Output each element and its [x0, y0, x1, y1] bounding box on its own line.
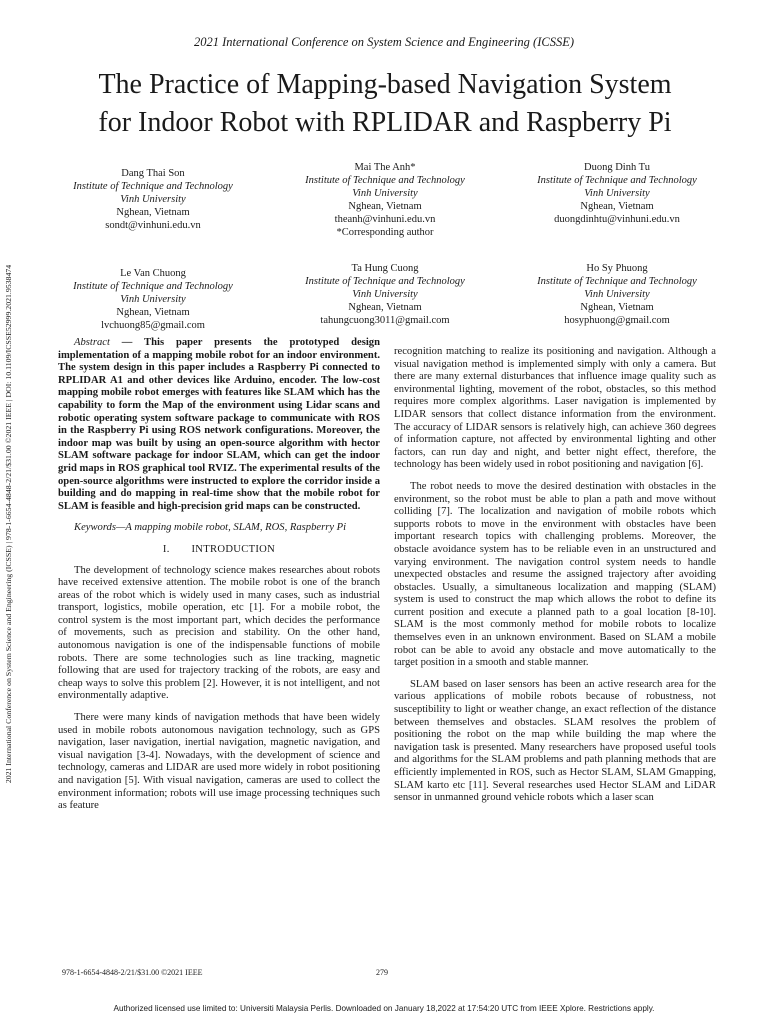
page-number: 279	[376, 968, 388, 977]
author-name: Le Van Chuong	[120, 268, 186, 279]
keywords: Keywords—A mapping mobile robot, SLAM, ROS, Raspberry Pi	[74, 522, 347, 534]
author-university: Vinh University	[352, 289, 418, 300]
title-line-2: for Indoor Robot with RPLIDAR and Raspberry Pi	[98, 107, 672, 138]
author-affiliation: Institute of Technique and Technology	[537, 175, 697, 186]
conference-header: 2021 International Conference on System Science and Engineering (ICSSE)	[194, 35, 574, 49]
author-name: Duong Dinh Tu	[584, 162, 650, 173]
author-location: Nghean, Vietnam	[580, 302, 654, 313]
abstract-text: — This paper presents the prototyped design implementation of a mapping mobile robot for an indoor environment. The system design in this paper includes a Raspberry Pi connected to RPLIDAR A1 and other devices like Arduino, encoder. The low-cost mapping mobile robot emerges with features like SLAM which has the capability to form the Map of the environment using Lidar scans and robotic operating system software package to communicate with ROS in the Raspberry Pi using ROS network configurations. Moreover, the indoor map was built by using an open-source algorithm with hector SLAM software package for indoor SLAM, which can get the indoor grid maps in ROS graphical tool RVIZ. The experimental results of the open-source algorithms were instructed to explore the corridor inside a building and do mapping in real-time show that the mobile robot for SLAM is feasible and high-precision grid maps can be constructed.	[58, 337, 380, 512]
author-affiliation: Institute of Technique and Technology	[537, 276, 697, 287]
author-affiliation: Institute of Technique and Technology	[73, 281, 233, 292]
author-email[interactable]: sondt@vinhuni.edu.vn	[105, 220, 201, 231]
paragraph: The development of technology science makes researches about robots have received extensive attention. The mobile robot is one of the branch areas of the robot which is widely used in many cases, such as industrial transport, logistics, mobile operation, etc [1]. For a mobile robot, the control system is the most important part, which decides the performance of movements, such as precision and stability. On the other hand, autonomous navigation is one of the indispensable functions of mobile robots. There are some technologies such as line tracking, magnetic following that are used for trajectory tracking of the robots, are easy and cheap ways to solve this problem [2]. However, it is not intelligent, and not environmentally adaptive.	[58, 564, 380, 702]
author-block-2	[270, 161, 500, 239]
author-location: Nghean, Vietnam	[348, 302, 422, 313]
author-name: Dang Thai Son	[121, 168, 185, 179]
footer-isbn: 978-1-6654-4848-2/21/$31.00 ©2021 IEEE	[62, 968, 203, 977]
abstract	[58, 337, 380, 513]
author-location: Nghean, Vietnam	[116, 307, 190, 318]
author-email[interactable]: theanh@vinhuni.edu.vn	[334, 214, 436, 225]
author-university: Vinh University	[120, 194, 186, 205]
corresponding-author-note: *Corresponding author	[336, 227, 434, 238]
author-email[interactable]: hosyphuong@gmail.com	[564, 315, 670, 326]
license-notice: Authorized licensed use limited to: Universiti Malaysia Perlis. Downloaded on January 18,2022 at 17:54:20 UTC from IEEE Xplore. Restrictions apply.	[113, 1004, 655, 1013]
doi-sidebar-text: 2021 International Conference on System Science and Engineering (ICSSE) | 978-1-6654-4848-2/21/$31.00 ©2021 IEEE | DOI: 10.1109/ICSSE52999.2021.9538474	[4, 264, 13, 784]
author-affiliation: Institute of Technique and Technology	[73, 181, 233, 192]
author-email[interactable]: tahungcuong3011@gmail.com	[320, 315, 450, 326]
author-name: Mai The Anh*	[354, 162, 416, 173]
paragraph: recognition matching to realize its positioning and navigation. Although a visual navigation method is implemented simply with only a camera. But there are many external disturbances that influence image quality such as environmental lighting, movement of the robot, obstacles, so this method requires more complex algorithms. Laser navigation is implemented by LIDAR sensors that collect distance information from the environment. The accuracy of LIDAR sensors is relatively high, can achieve 360 degrees of information capture, not affected by environmental lighting and other factors, can run day and night, and better night effect, therefore, the technology has been widely used in robot positioning and navigation [6].	[394, 346, 716, 471]
author-block-3	[502, 161, 732, 226]
author-email[interactable]: duongdinhtu@vinhuni.edu.vn	[554, 214, 680, 225]
author-block-5	[270, 262, 500, 327]
author-affiliation: Institute of Technique and Technology	[305, 175, 465, 186]
title-line-1: The Practice of Mapping-based Navigation System	[98, 69, 672, 100]
author-university: Vinh University	[584, 289, 650, 300]
paragraph: There were many kinds of navigation methods that have been widely used in mobile robots autonomous navigation technology, such as GPS navigation, laser navigation, inertial navigation, magnetic navigation, and visual navigation [3-4]. Nowadays, with the development of science and technology, cameras and LIDAR are used more widely in robot positioning and navigation [5]. With visual navigation, cameras are used to collect the environment information; robots will use image processing techniques such as feature	[58, 712, 380, 812]
author-university: Vinh University	[120, 294, 186, 305]
author-university: Vinh University	[584, 188, 650, 199]
author-name: Ho Sy Phuong	[586, 263, 648, 274]
paragraph: The robot needs to move the desired destination with obstacles in the environment, so the robot must be able to plan a path and move without colliding [7]. The localization and navigation of mobile robots which supports robots to move in the environment with obstacles have been important research topics with challenging problems. Moreover, the obstacle avoidance system has to be reliable even in an unstructured and varying environment. The navigation control system needs to handle unexpected obstacles and resume the assigned trajectory after avoiding obstacles. Usually, a simultaneous localization and mapping (SLAM) system is used to construct the map which allows the robot to define its current position and execute a planned path to a goal location [8-10]. SLAM is the most commonly method for mobile robots to localize themselves even in an unknown environment. Based on SLAM a mobile robot can be able to avoid any obstacle and move automatically to the target position in a smooth and stable manner.	[394, 480, 716, 669]
author-location: Nghean, Vietnam	[348, 201, 422, 212]
author-block-1	[38, 167, 268, 232]
right-column	[394, 346, 716, 814]
left-column	[58, 337, 380, 822]
author-block-6	[502, 262, 732, 327]
author-location: Nghean, Vietnam	[580, 201, 654, 212]
author-affiliation: Institute of Technique and Technology	[305, 276, 465, 287]
author-email[interactable]: lvchuong85@gmail.com	[101, 320, 205, 331]
author-location: Nghean, Vietnam	[116, 207, 190, 218]
doi-sidebar	[4, 24, 14, 1024]
author-university: Vinh University	[352, 188, 418, 199]
author-block-4	[38, 267, 268, 332]
abstract-label: Abstract	[74, 337, 110, 348]
author-name: Ta Hung Cuong	[351, 263, 419, 274]
section-heading-introduction: I. INTRODUCTION	[162, 543, 276, 555]
paragraph: SLAM based on laser sensors has been an active research area for the various applications of mobile robots because of robustness, not susceptibility to light or weather change, an exact reflection of the distance between themselves and obstacles. SLAM resolves the problem of positioning the robot on the map while building the map where the navigation task is presented. Many researchers have proposed useful tools and algorithms for the SLAM problems and path planning methods that are efficiently implemented in ROS, such as Hector SLAM, SLAM Gmapping, SLAM karto etc [11]. Several researches used Hector SLAM and LiDAR sensor in unmanned ground vehicle robots which a laser scan	[394, 678, 716, 804]
paper-title	[40, 66, 730, 142]
